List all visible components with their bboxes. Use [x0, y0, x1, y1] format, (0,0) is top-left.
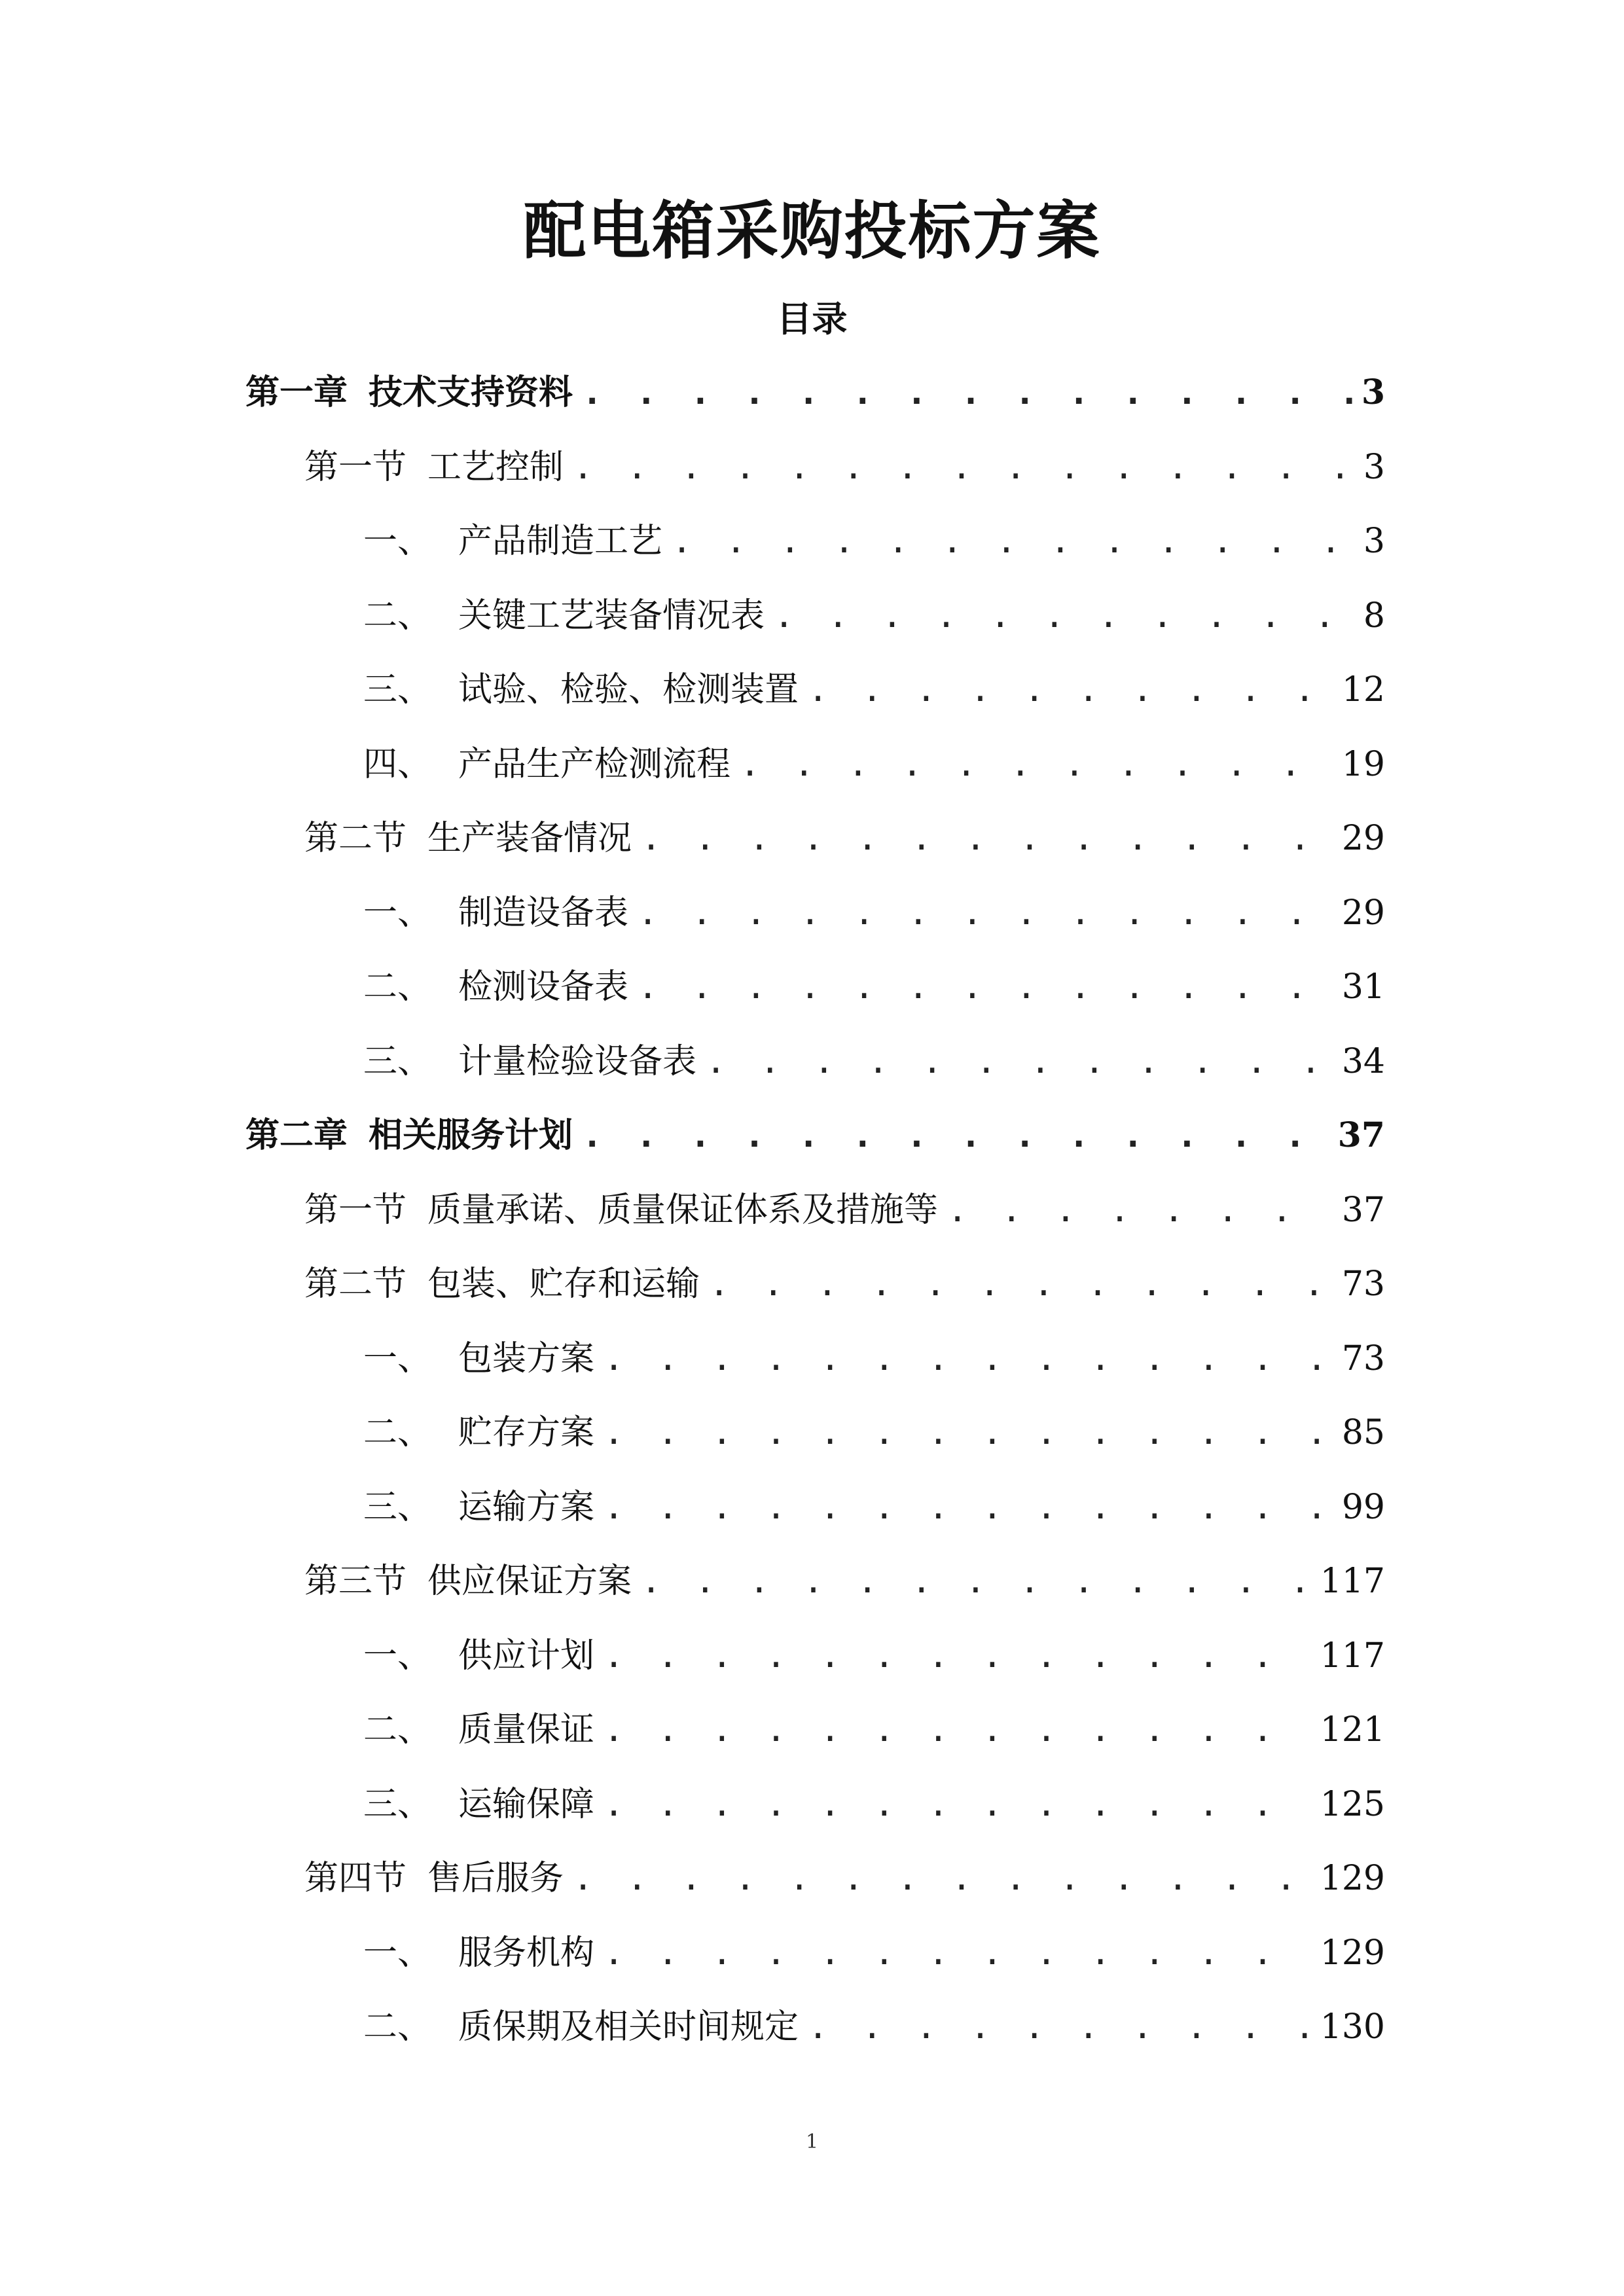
toc-entry[interactable] [304, 441, 1385, 493]
toc-entry-page: 34 [1341, 1042, 1385, 1081]
toc-entry[interactable] [363, 2001, 1385, 2053]
toc-entry-number: 第四节 [304, 1859, 407, 1898]
toc-entry-page: 73 [1341, 1265, 1385, 1304]
toc-entry-number: 二、 [363, 1413, 432, 1452]
toc-dot-leader [604, 1630, 1311, 1682]
toc-entry-title: 制造设备表 [458, 893, 629, 933]
toc-entry-page: 12 [1341, 670, 1385, 709]
toc-dot-leader [638, 961, 1333, 1013]
toc-entry-number: 第二节 [304, 1265, 407, 1304]
toc-entry-title: 售后服务 [427, 1859, 564, 1898]
toc-entry-title: 相关服务计划 [369, 1115, 573, 1155]
document-title: 配电箱采购投标方案 [523, 194, 1101, 268]
toc-entry-page: 99 [1341, 1488, 1385, 1527]
toc-entry-number: 二、 [363, 967, 432, 1007]
toc-dot-leader [604, 1333, 1333, 1385]
toc-entry[interactable] [363, 1778, 1385, 1831]
toc-entry-title: 包装方案 [458, 1339, 595, 1378]
toc-entry[interactable] [363, 1333, 1385, 1385]
toc-entry[interactable] [363, 887, 1385, 939]
toc-entry-page: 130 [1320, 2007, 1385, 2047]
toc-entry-page: 29 [1341, 893, 1385, 933]
toc-dot-leader [638, 887, 1333, 939]
toc-entry-page: 129 [1320, 1933, 1385, 1973]
toc-entry[interactable] [363, 1481, 1385, 1534]
toc-entry-page: 29 [1341, 819, 1385, 858]
toc-entry-number: 一、 [363, 1339, 432, 1378]
toc-entry-title: 质保期及相关时间规定 [458, 2007, 799, 2047]
toc-entry[interactable] [363, 738, 1385, 791]
toc-entry-page: 8 [1363, 596, 1385, 636]
toc-entry-number: 三、 [363, 1042, 432, 1081]
toc-entry[interactable] [363, 590, 1385, 642]
toc-dot-leader [641, 1555, 1311, 1607]
toc-entry-number: 第二节 [304, 819, 407, 858]
toc-dot-leader [740, 738, 1333, 791]
toc-entry-title: 技术支持资料 [369, 372, 573, 412]
toc-entry-page: 3 [1363, 522, 1385, 561]
toc-entry-page: 117 [1320, 1562, 1385, 1601]
toc-dot-leader [672, 515, 1354, 567]
toc-entry-title: 产品制造工艺 [458, 522, 663, 561]
toc-entry-number: 第二章 [245, 1115, 348, 1155]
toc-entry-title: 供应保证方案 [427, 1562, 632, 1601]
toc-entry-page: 125 [1320, 1785, 1385, 1824]
toc-entry[interactable] [304, 1555, 1385, 1607]
toc-entry-title: 贮存方案 [458, 1413, 595, 1452]
toc-entry-number: 第三节 [304, 1562, 407, 1601]
toc-entry-title: 产品生产检测流程 [458, 745, 731, 784]
toc-dot-leader [573, 1852, 1311, 1905]
toc-entry-number: 第一节 [304, 448, 407, 487]
toc-entry-number: 三、 [363, 1488, 432, 1527]
toc-entry-page: 19 [1341, 745, 1385, 784]
toc-dot-leader [604, 1778, 1311, 1831]
toc-entry-title: 生产装备情况 [427, 819, 632, 858]
toc-entry-title: 检测设备表 [458, 967, 629, 1007]
toc-dot-leader [604, 1704, 1311, 1756]
toc-entry-number: 四、 [363, 745, 432, 784]
toc-entry-title: 包装、贮存和运输 [427, 1265, 700, 1304]
toc-entry-page: 31 [1341, 967, 1385, 1007]
toc-dot-leader [709, 1258, 1333, 1310]
toc-entry-number: 第一节 [304, 1191, 407, 1230]
toc-entry-title: 质量承诺、质量保证体系及措施等 [427, 1191, 939, 1230]
toc-entry-page: 73 [1341, 1339, 1385, 1378]
toc-entry-number: 二、 [363, 596, 432, 636]
toc-dot-leader [604, 1927, 1311, 1979]
toc-entry[interactable] [304, 1258, 1385, 1310]
toc-entry-number: 一、 [363, 522, 432, 561]
toc-dot-leader [706, 1035, 1333, 1088]
toc-entry-title: 服务机构 [458, 1933, 595, 1973]
toc-entry-title: 供应计划 [458, 1636, 595, 1676]
toc-dot-leader [582, 367, 1352, 419]
page-number: 1 [805, 2130, 819, 2153]
toc-dot-leader [573, 441, 1354, 493]
toc-dot-leader [774, 590, 1354, 642]
toc-entry[interactable] [363, 1927, 1385, 1979]
toc-entry[interactable] [363, 1630, 1385, 1682]
toc-entry-page: 129 [1320, 1859, 1385, 1898]
toc-entry[interactable] [363, 1407, 1385, 1459]
toc-entry-page: 85 [1341, 1413, 1385, 1452]
toc-entry[interactable] [363, 961, 1385, 1013]
toc-entry-page: 3 [1363, 448, 1385, 487]
toc-entry-page: 37 [1341, 1191, 1385, 1230]
toc-entry[interactable] [363, 664, 1385, 716]
toc-heading: 目录 [776, 298, 848, 340]
toc-entry[interactable] [363, 515, 1385, 567]
toc-entry[interactable] [245, 1109, 1385, 1162]
toc-dot-leader [808, 664, 1333, 716]
toc-entry-number: 一、 [363, 893, 432, 933]
toc-entry-title: 质量保证 [458, 1710, 595, 1749]
toc-dot-leader [582, 1109, 1329, 1162]
toc-entry-page: 37 [1337, 1115, 1385, 1155]
toc-entry-page: 3 [1361, 372, 1385, 412]
toc-entry-page: 121 [1320, 1710, 1385, 1749]
toc-entry-title: 试验、检验、检测装置 [458, 670, 799, 709]
toc-entry[interactable] [304, 1184, 1385, 1236]
toc-entry-page: 117 [1320, 1636, 1385, 1676]
toc-entry[interactable] [304, 1852, 1385, 1905]
toc-entry[interactable] [363, 1035, 1385, 1088]
toc-dot-leader [604, 1481, 1333, 1534]
toc-entry-number: 一、 [363, 1636, 432, 1676]
toc-entry-number: 第一章 [245, 372, 348, 412]
toc-entry-number: 二、 [363, 1710, 432, 1749]
toc-dot-leader [604, 1407, 1333, 1459]
toc-entry[interactable] [304, 812, 1385, 865]
toc-entry[interactable] [363, 1704, 1385, 1756]
toc-dot-leader [808, 2001, 1311, 2053]
toc-entry-number: 一、 [363, 1933, 432, 1973]
toc-entry-number: 二、 [363, 2007, 432, 2047]
toc-entry-title: 运输方案 [458, 1488, 595, 1527]
toc-entry-title: 计量检验设备表 [458, 1042, 697, 1081]
toc-entry-number: 三、 [363, 670, 432, 709]
toc-entry-title: 运输保障 [458, 1785, 595, 1824]
toc-dot-leader [947, 1184, 1333, 1236]
toc-entry-title: 关键工艺装备情况表 [458, 596, 765, 636]
toc-dot-leader [641, 812, 1333, 865]
toc-entry-title: 工艺控制 [427, 448, 564, 487]
toc-entry-number: 三、 [363, 1785, 432, 1824]
toc-entry[interactable] [245, 367, 1385, 419]
